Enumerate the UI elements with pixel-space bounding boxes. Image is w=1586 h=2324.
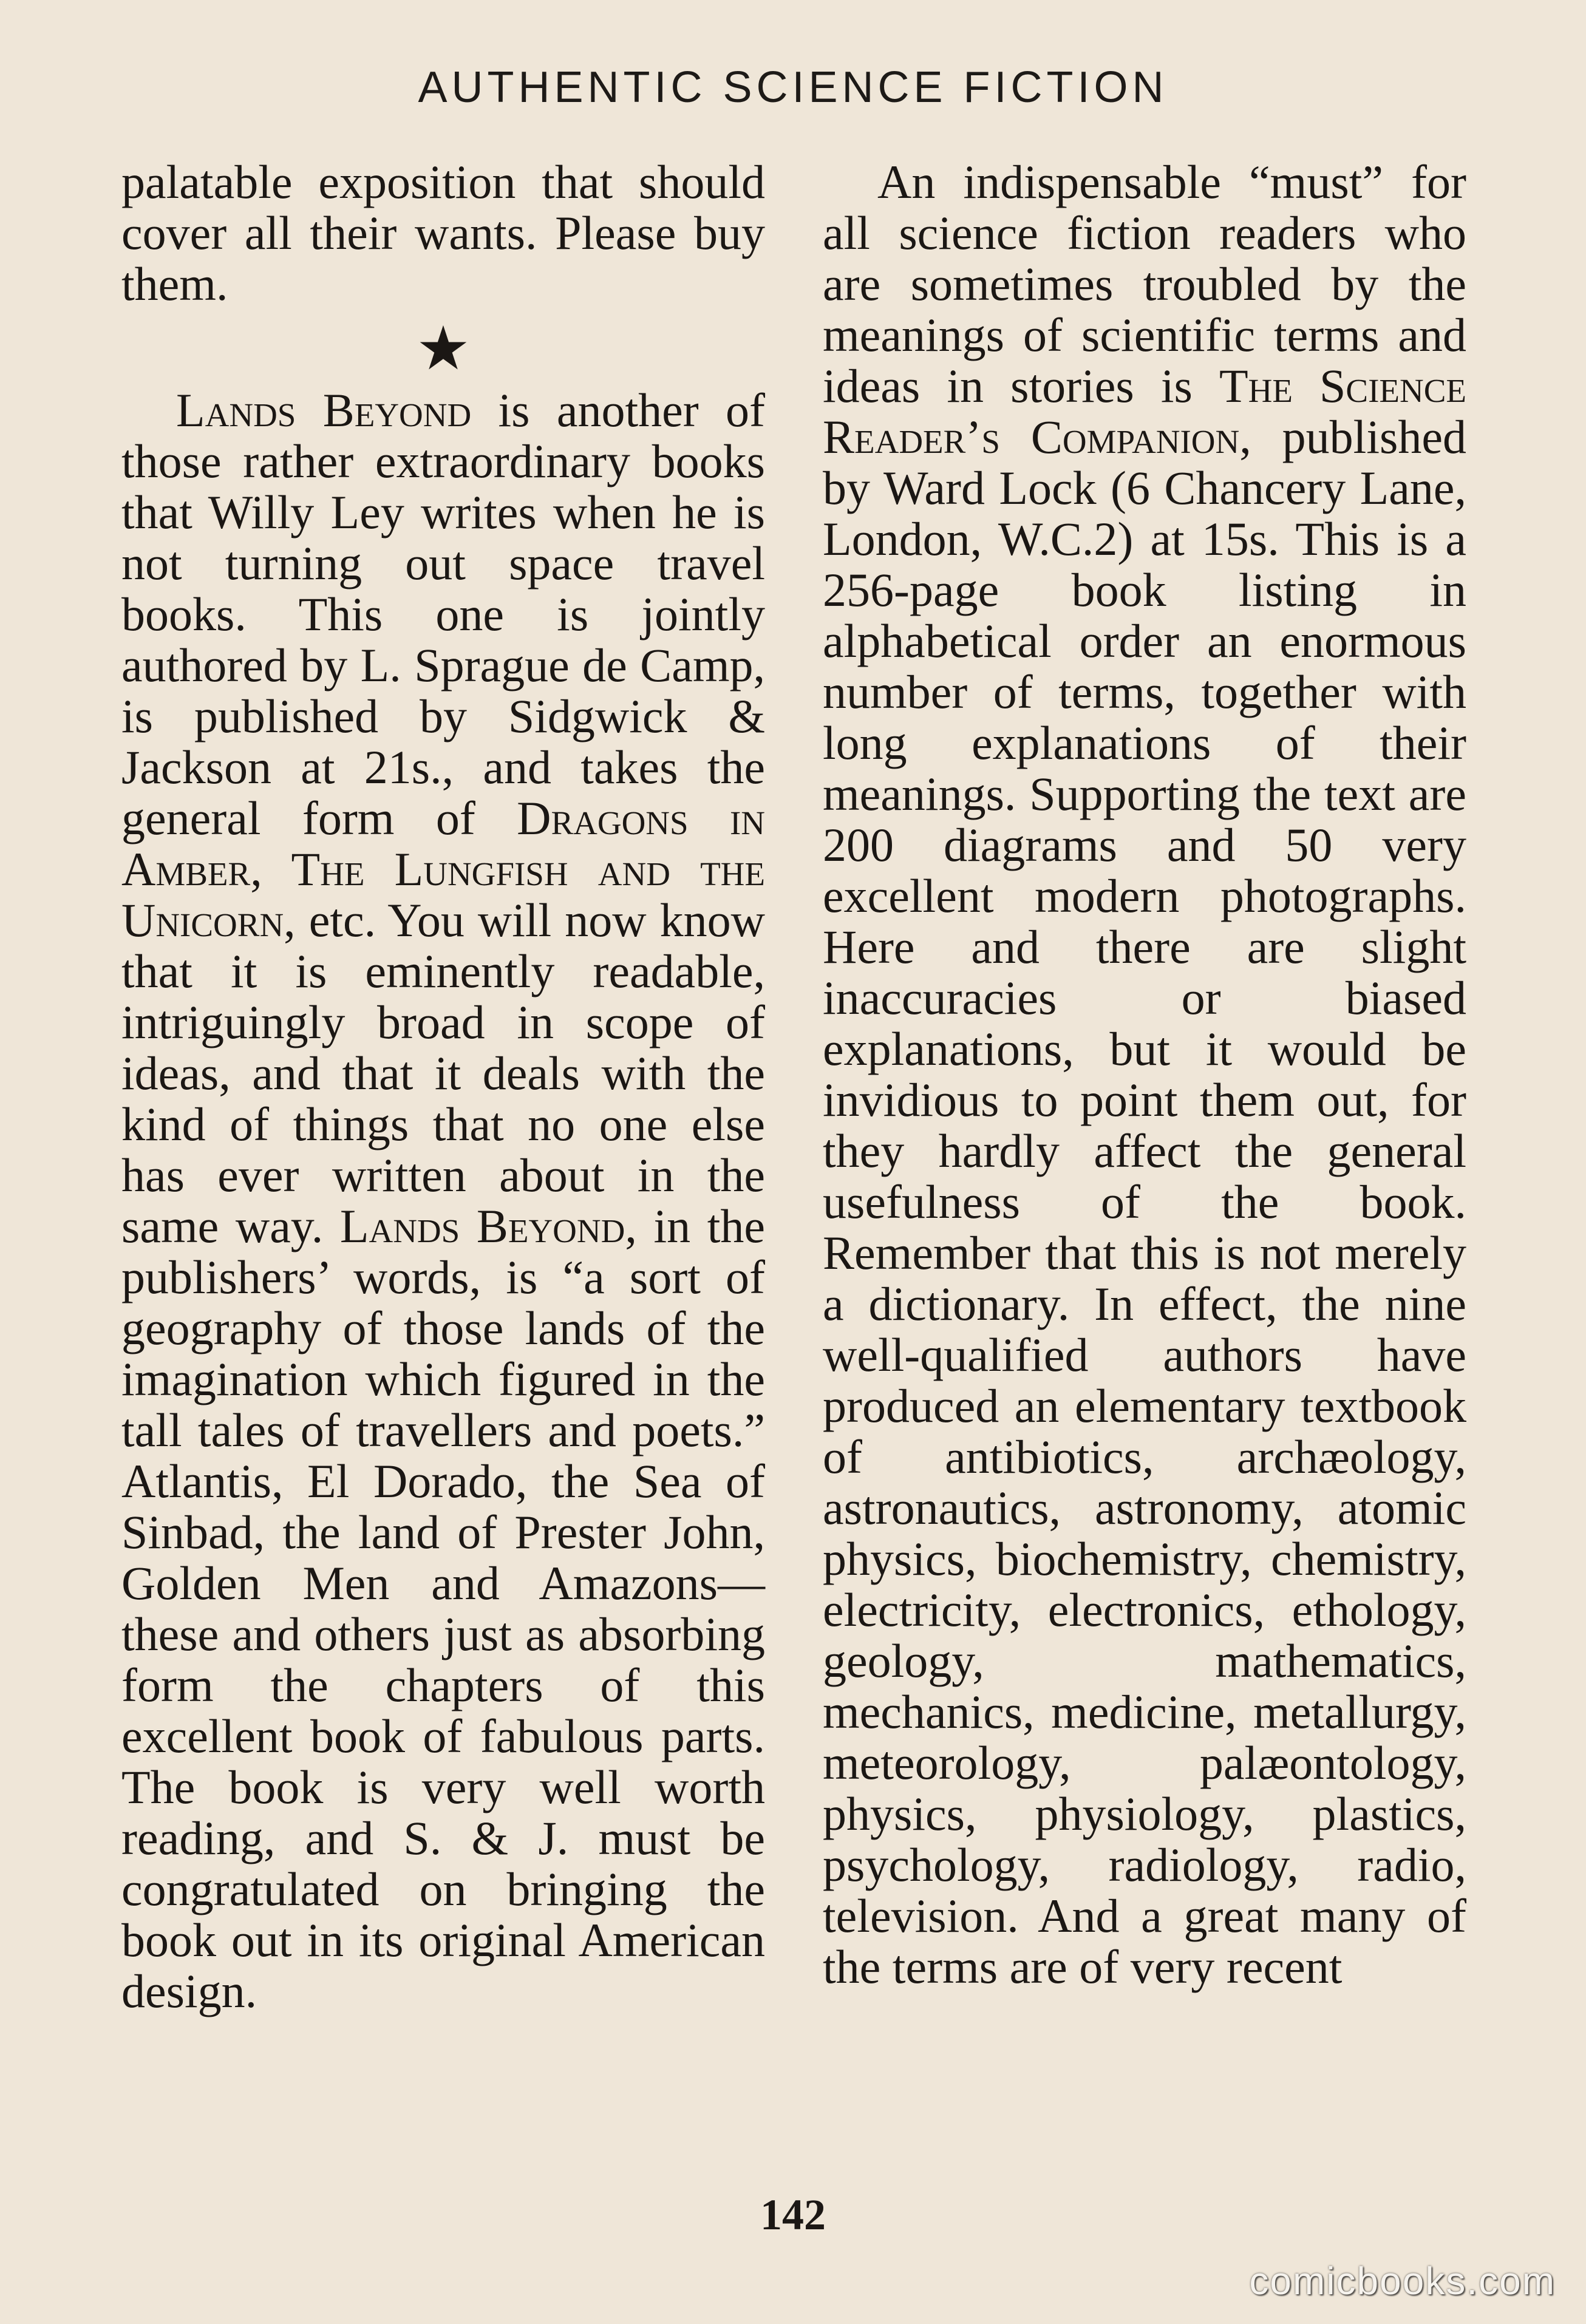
book-title-lands-beyond-2: Lands Beyond,: [339, 1200, 637, 1252]
text-segment: is another of those rather extraordinary books that Willy Ley writes when he is not turning out space travel books. This one is jointly authored by L. Sprague de Camp, is published by Sidgwick & Jackson at 21s., and takes the general form of: [121, 384, 766, 844]
watermark: comicbooks.com: [1249, 2259, 1556, 2303]
paragraph-lands-beyond: [121, 385, 765, 2017]
paragraph-continued: palatable exposition that should cover all their wants. Please buy them.: [121, 155, 765, 310]
book-titles-dragons-lungfish: Dragons in Amber, The Lungfish and the Unicorn,: [121, 792, 765, 946]
book-title-science-readers-companion: The Science Reader’s Companion,: [823, 359, 1467, 463]
running-title: AUTHENTIC SCIENCE FICTION: [418, 63, 1168, 112]
left-column: [121, 157, 765, 2017]
star-separator-icon: ★: [416, 313, 471, 384]
book-title-lands-beyond: Lands Beyond: [176, 384, 472, 437]
text-segment: published by Ward Lock (6 Chancery Lane, London, W.C.2) at 15s. This is a 256-page book listing in alphabetical order an enormous number of terms, together with long explanations of their meanings. Supporting the text are 200 diagrams and 50 very excellent modern photographs. Here and there are slight inaccuracies or biased explanations, but it would be invidious to point them out, for they hardly affect the general usefulness of the book. Remember that this is not merely a dictionary. In effect, the nine well-qualified authors have produced an elementary textbook of antibiotics, archæology, astronautics, astronomy, atomic physics, biochemistry, chemistry, electricity, electronics, ethology, geology, mathematics, mechanics, medicine, metallurgy, meteorology, palæontology, physics, physiology, plastics, psychology, radiology, radio, television. And a great many of the terms are of very recent: [823, 410, 1466, 1993]
text-segment: in the publishers’ words, is “a sort of geography of those lands of the imagination which figured in the tall tales of travellers and poets.” Atlantis, El Dorado, the Sea of Sinbad, the land of Prester John, Golden Men and Amazons—these and others just as absorbing form the chapters of this excellent book of fabulous parts. The book is very well worth reading, and S. & J. must be congratulated on bringing the book out in its original American design.: [121, 1200, 765, 2017]
text-segment: An indispensable “must” for all science fiction readers who are sometimes troubled by the meanings of scientific terms and ideas in stories is: [823, 155, 1466, 412]
text-segment: etc. You will now know that it is eminently readable, intriguingly broad in scope of ideas, and that it deals with the kind of things that no one else has ever written about in the same way.: [121, 894, 765, 1252]
page-number: 142: [760, 2190, 826, 2239]
right-column: [823, 157, 1466, 1993]
paragraph-science-readers-companion: [823, 157, 1466, 1993]
